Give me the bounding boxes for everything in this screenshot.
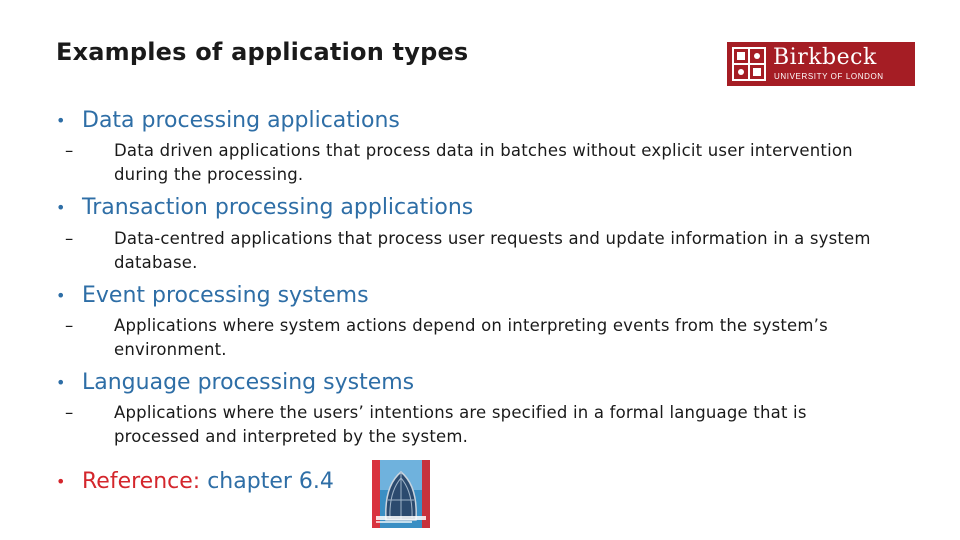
bullet-detail-text: Data-centred applications that process user requests and update information in a system database. xyxy=(114,229,871,272)
dash-icon: – xyxy=(65,229,74,248)
dash-icon: – xyxy=(65,403,74,422)
bullet-icon: • xyxy=(56,373,66,392)
dash-icon: – xyxy=(65,316,74,335)
reference-label: Reference: xyxy=(82,469,201,494)
bullet-detail xyxy=(65,139,885,187)
bullet-label: Transaction processing applications xyxy=(82,195,474,220)
bullet-detail-text: Applications where system actions depend on interpreting events from the system’s environment. xyxy=(114,316,828,359)
bullet-detail-text: Data driven applications that process data in batches without explicit user intervention during the processing. xyxy=(114,141,853,184)
bullet-icon: • xyxy=(56,286,66,305)
slide-title: Examples of application types xyxy=(56,38,469,66)
bullet-icon: • xyxy=(56,472,66,491)
bullet-icon: • xyxy=(56,198,66,217)
logo-subtitle: UNIVERSITY OF LONDON xyxy=(774,72,884,81)
reference-value: chapter 6.4 xyxy=(207,469,334,494)
bullet-detail xyxy=(65,401,885,449)
crest-icon xyxy=(731,46,767,82)
book-cover-image xyxy=(372,460,430,528)
bullet-detail xyxy=(65,314,885,362)
bullet-icon: • xyxy=(56,111,66,130)
birkbeck-logo xyxy=(727,42,915,86)
dash-icon: – xyxy=(65,141,74,160)
reference-line xyxy=(82,468,334,496)
logo-wordmark: Birkbeck xyxy=(773,45,877,70)
bullet-label: Language processing systems xyxy=(82,370,415,395)
bullet-label: Data processing applications xyxy=(82,108,400,133)
bullet-label: Event processing systems xyxy=(82,283,369,308)
bullet-detail-text: Applications where the users’ intentions are specified in a formal language that is processed and interpreted by the system. xyxy=(114,403,807,446)
bullet-detail xyxy=(65,227,885,275)
